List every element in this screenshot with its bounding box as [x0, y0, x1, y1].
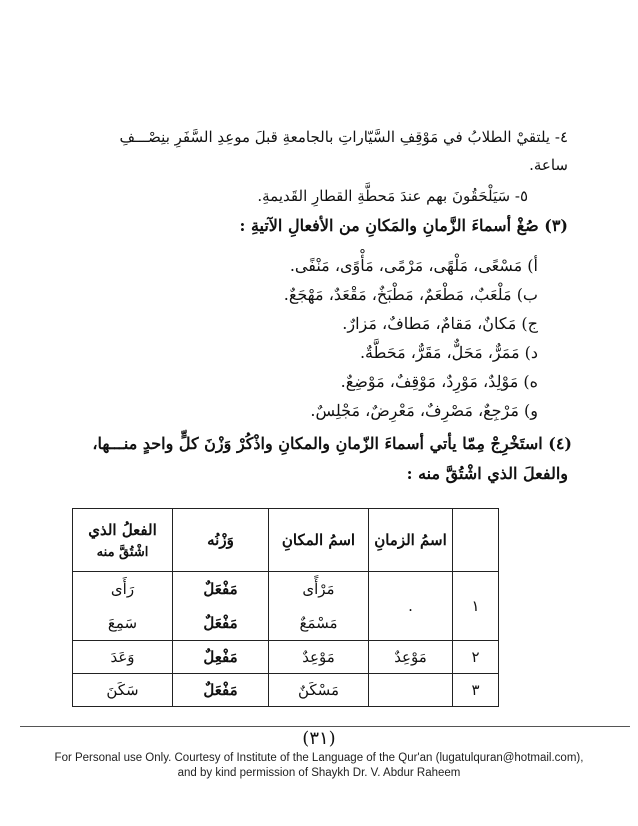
q3-item-h: ه) مَوْلِدٌ، مَوْرِدٌ، مَوْقِفٌ، مَوْضِعٌ.	[340, 372, 538, 391]
header-time-noun: اسمُ الزمانِ	[369, 509, 453, 572]
question-3-title: (٣) صُغْ أسماءَ الزَّمانِ والمَكانِ من الأفعالِ الآتيةِ :	[239, 216, 568, 235]
header-verb	[73, 509, 173, 572]
row-place-noun	[269, 572, 369, 641]
header-pattern: وَزْنُه	[173, 509, 269, 572]
row-time-noun: .	[369, 572, 453, 641]
row-place-noun: مَسْكَنٌ	[269, 674, 369, 707]
header-verb-line1: الفعلُ الذي	[88, 520, 157, 539]
footer-divider	[20, 726, 630, 727]
verb-2: سَمِعَ	[107, 614, 138, 632]
question-4-title-line2: والفعلَ الذي اشْتُقَّ منه :	[406, 464, 568, 483]
pattern-1: مَفْعَلٌ	[203, 580, 238, 598]
row-verb	[73, 572, 173, 641]
footer-permission-line: and by kind permission of Shaykh Dr. V. Abdur Raheem	[177, 767, 461, 779]
pattern-2: مَفْعَلٌ	[203, 614, 238, 632]
header-place-noun: اسمُ المكانِ	[269, 509, 369, 572]
row-time-noun: مَوْعِدٌ	[369, 641, 453, 674]
row-place-noun: مَوْعِدٌ	[269, 641, 369, 674]
row-time-noun	[369, 674, 453, 707]
row-pattern: مَفْعَلٌ	[173, 674, 269, 707]
row-pattern	[173, 572, 269, 641]
q3-item-w: و) مَرْجِعٌ، مَصْرِفٌ، مَعْرِضٌ، مَجْلِسٌ.	[310, 401, 538, 420]
nouns-table	[72, 508, 499, 707]
row-verb: وَعَدَ	[73, 641, 173, 674]
header-verb-line2: اشْتُقَّ منه	[96, 544, 149, 560]
row-pattern: مَفْعِلٌ	[173, 641, 269, 674]
exercise-line-4: ٤- يلتقيْ الطلابُ في مَوْقِفِ السَّيّاراتِ بالجامعةِ قبلَ موعِدِ السَّفَرِ بنِصْـــفِ	[119, 128, 568, 146]
row-number: ١	[453, 572, 499, 641]
table-header-row	[73, 509, 499, 572]
q3-item-a: أ) مَسْعًى، مَلْهًى، مَرْمًى، مَأْوًى، مَنْفًى.	[289, 256, 538, 275]
table-row	[73, 674, 499, 707]
q3-item-b: ب) مَلْعَبٌ، مَطْعَمٌ، مَطْبَخٌ، مَقْعَدٌ، مَهْجَعٌ.	[283, 285, 538, 304]
page-number: (٣١)	[302, 728, 336, 749]
question-4-title-line1: (٤) استَخْرِجْ مِمّا يأتي أسماءَ الزّمانِ والمكانِ واذْكُرْ وَزْنَ كلٍّ واحدٍ منـــها،	[92, 434, 572, 453]
place-noun-2: مَسْمَعٌ	[299, 614, 338, 632]
verb-1: رَأَى	[110, 580, 135, 598]
table-row	[73, 641, 499, 674]
q3-item-d: د) مَمَرٌّ، مَحَلٌّ، مَقَرٌّ، مَحَطَّةٌ.	[359, 343, 538, 362]
exercise-line-5: ٥- سَيَلْحَقُونَ بهم عندَ مَحطَّةِ القطارِ القَديمةِ.	[257, 187, 528, 205]
header-number	[453, 509, 499, 572]
row-verb: سَكَنَ	[73, 674, 173, 707]
exercise-line-4-cont: ساعة.	[529, 156, 568, 174]
row-number: ٢	[453, 641, 499, 674]
table-row	[73, 572, 499, 641]
q3-item-j: ج) مَكانٌ، مَقامٌ، مَطافٌ، مَزارٌ.	[342, 314, 538, 333]
place-noun-1: مَرْأًى	[302, 580, 335, 598]
footer-courtesy-line: For Personal use Only. Courtesy of Institute of the Language of the Qur'an (lugatulquran@hotmail.com),	[54, 752, 584, 764]
row-number: ٣	[453, 674, 499, 707]
